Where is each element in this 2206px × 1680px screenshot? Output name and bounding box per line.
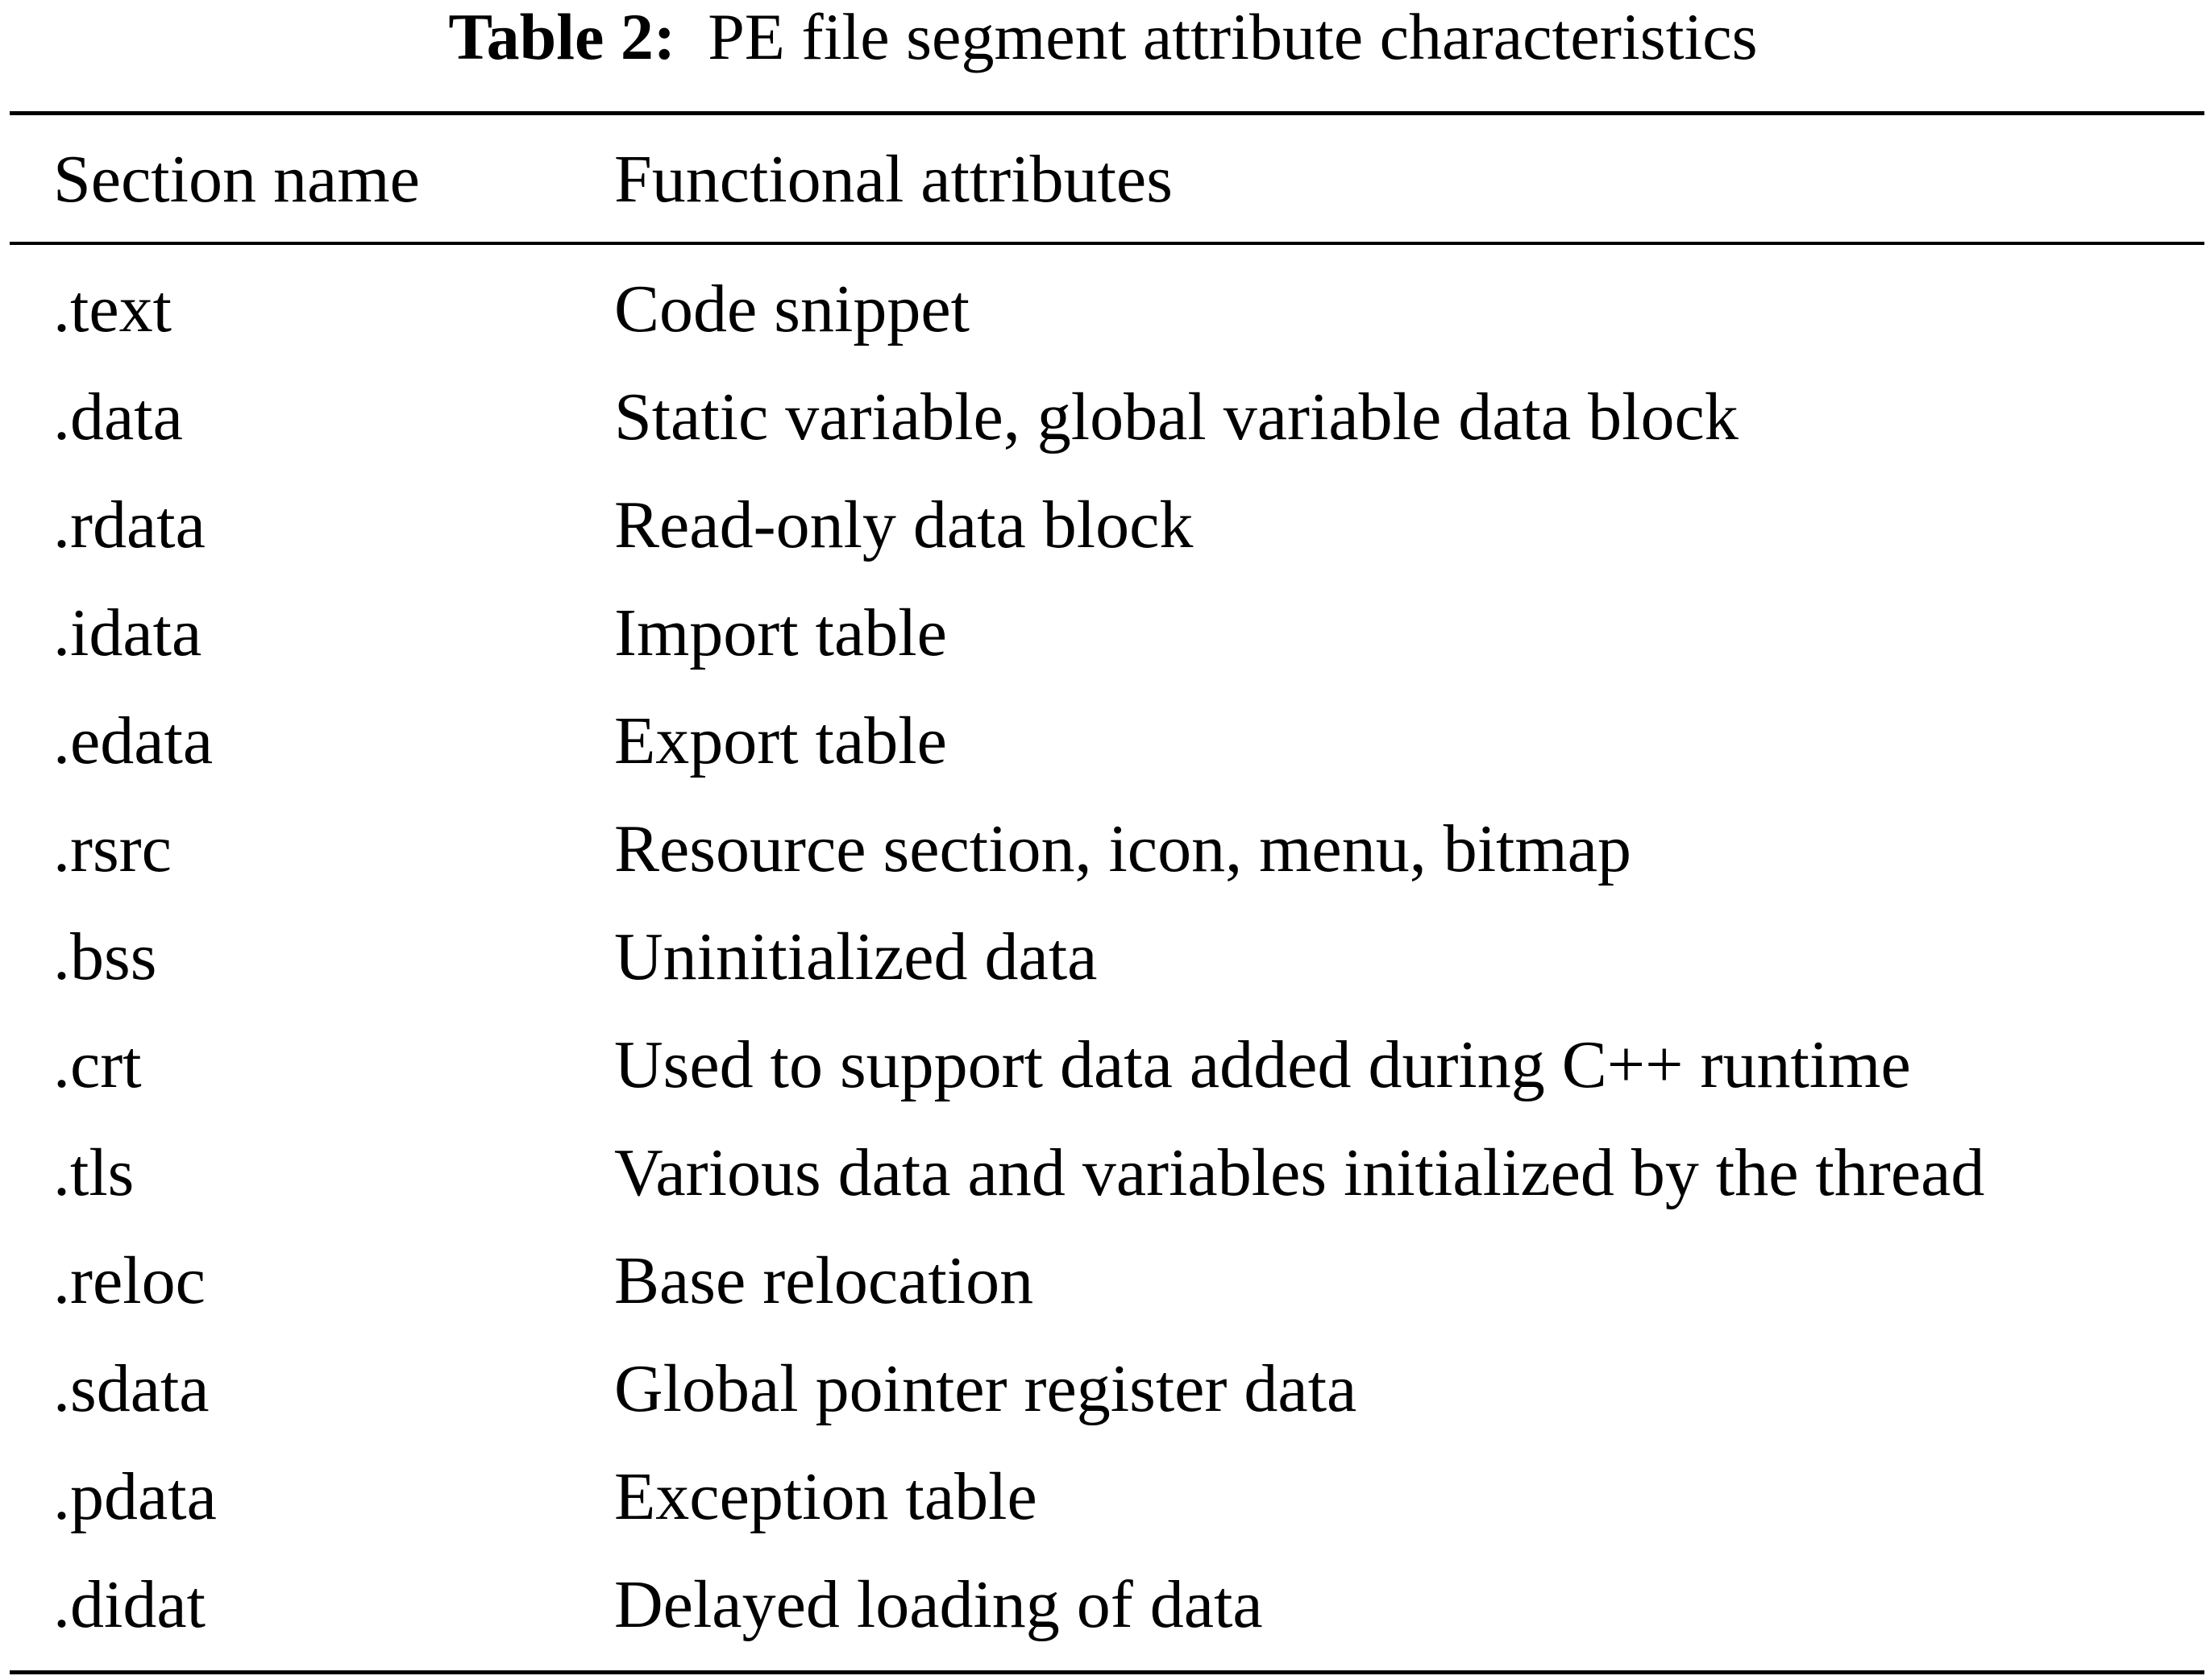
bottom-rule bbox=[10, 1670, 2204, 1674]
section-name-cell: .rdata bbox=[53, 487, 206, 562]
functional-attribute-cell: Used to support data added during C++ runtime bbox=[614, 1027, 1911, 1102]
functional-attribute-cell: Static variable, global variable data block bbox=[614, 380, 1739, 454]
section-name-cell: .tls bbox=[53, 1135, 135, 1210]
functional-attribute-cell: Uninitialized data bbox=[614, 919, 1098, 994]
table-caption bbox=[0, 0, 2206, 79]
functional-attribute-cell: Resource section, icon, menu, bitmap bbox=[614, 811, 1632, 886]
functional-attribute-cell: Read-only data block bbox=[614, 487, 1194, 562]
column-header-section-name: Section name bbox=[53, 142, 420, 217]
table-row bbox=[0, 1443, 2206, 1551]
table-row bbox=[0, 1119, 2206, 1227]
table-row bbox=[0, 1551, 2206, 1659]
table-caption-text: PE file segment attribute characteristics bbox=[708, 0, 1758, 73]
table-caption-label: Table 2: bbox=[448, 0, 676, 73]
section-name-cell: .edata bbox=[53, 703, 214, 778]
column-header-functional-attributes: Functional attributes bbox=[614, 142, 1173, 217]
section-name-cell: .crt bbox=[53, 1027, 142, 1102]
section-name-cell: .rsrc bbox=[53, 811, 172, 886]
functional-attribute-cell: Base relocation bbox=[614, 1243, 1034, 1318]
section-name-cell: .idata bbox=[53, 595, 202, 670]
section-name-cell: .reloc bbox=[53, 1243, 206, 1318]
functional-attribute-cell: Exception table bbox=[614, 1459, 1037, 1534]
section-name-cell: .pdata bbox=[53, 1459, 217, 1534]
functional-attribute-cell: Global pointer register data bbox=[614, 1351, 1357, 1426]
table-row bbox=[0, 1335, 2206, 1443]
table-header-row bbox=[0, 126, 2206, 234]
table-row bbox=[0, 1227, 2206, 1335]
section-name-cell: .didat bbox=[53, 1567, 206, 1642]
section-name-cell: .sdata bbox=[53, 1351, 210, 1426]
functional-attribute-cell: Export table bbox=[614, 703, 947, 778]
table-row bbox=[0, 687, 2206, 795]
functional-attribute-cell: Various data and variables initialized by the thread bbox=[614, 1135, 1985, 1210]
functional-attribute-cell: Import table bbox=[614, 595, 947, 670]
table-row bbox=[0, 471, 2206, 579]
functional-attribute-cell: Delayed loading of data bbox=[614, 1567, 1263, 1642]
table-row bbox=[0, 795, 2206, 903]
table-row bbox=[0, 255, 2206, 363]
table-row bbox=[0, 579, 2206, 687]
section-name-cell: .text bbox=[53, 272, 172, 346]
table-row bbox=[0, 1011, 2206, 1119]
table-row bbox=[0, 903, 2206, 1011]
section-name-cell: .data bbox=[53, 380, 183, 454]
section-name-cell: .bss bbox=[53, 919, 157, 994]
top-rule bbox=[10, 111, 2204, 115]
table-row bbox=[0, 363, 2206, 471]
header-rule bbox=[10, 242, 2204, 245]
functional-attribute-cell: Code snippet bbox=[614, 272, 970, 346]
